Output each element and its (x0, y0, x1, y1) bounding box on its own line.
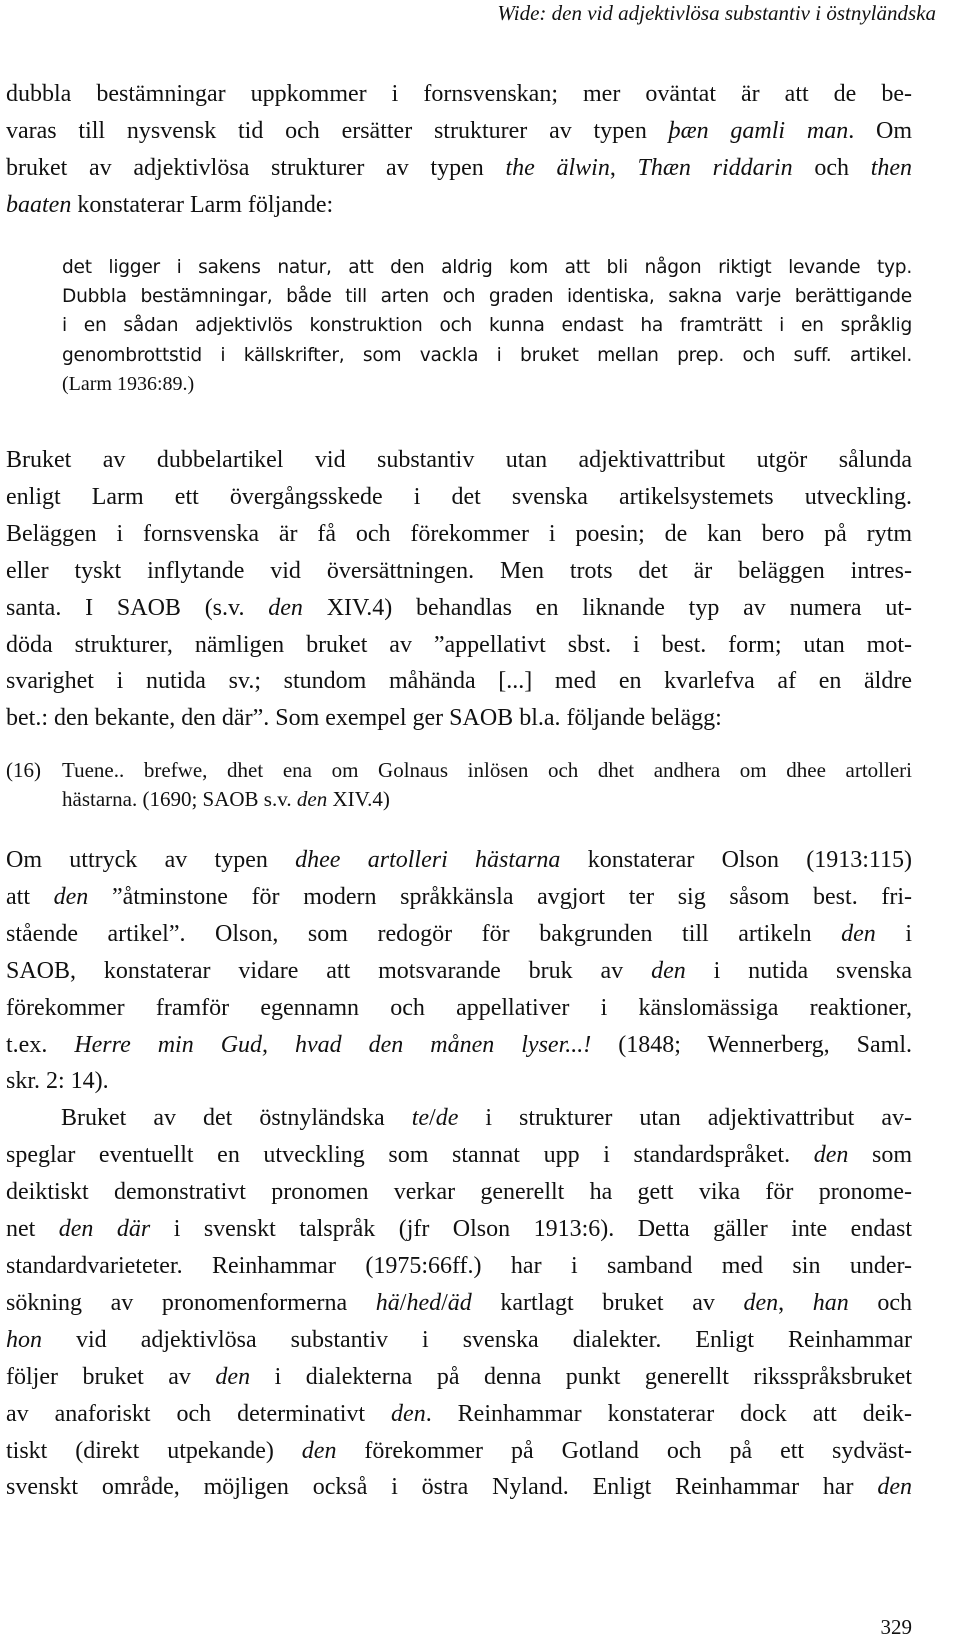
text-line (6, 150, 912, 187)
text-line (6, 1285, 912, 1322)
text-line (6, 1433, 912, 1470)
text-span: följer bruket av (6, 1363, 216, 1390)
running-head: Wide: den vid adjektivlösa substantiv i östnyländska (497, 1, 936, 25)
text-span: hästarna. (1690; SAOB s.v. (62, 787, 297, 811)
text-span: konstaterar Larm följande: (71, 191, 334, 218)
italic-term: then (870, 154, 913, 181)
italic-term: den (391, 1400, 426, 1427)
text-line (6, 916, 912, 953)
paragraph-olson (6, 842, 912, 1506)
quote-line: Dubbla bestämningar, både till arten och graden identiska, sakna varje berättigande (62, 286, 912, 308)
italic-term: de (435, 1105, 459, 1132)
text-line: eller tyskt inflytande vid översättningen. Men trots det är beläggen intres- (6, 557, 912, 584)
example-text (62, 756, 912, 814)
paragraph-dubbelartikel (6, 442, 912, 737)
italic-term: den (743, 1289, 779, 1316)
italic-term: den (651, 957, 686, 984)
italic-term: den (877, 1474, 912, 1501)
text-span: (1848; Wennerberg, Saml. (591, 1031, 912, 1058)
text-span: Bruket av det östnyländska (61, 1105, 412, 1132)
page-number: 329 (880, 1615, 912, 1639)
text-line: standardvarieteter. Reinhammar (1975:66ff.) har i samband med sin under- (6, 1252, 912, 1279)
italic-term: Herre min Gud, hvad den månen lyser...! (74, 1031, 592, 1058)
text-line (6, 879, 912, 916)
text-line: förekommer framför egennamn och appellativer i känslomässiga reaktioner, (6, 994, 912, 1021)
italic-term: den där (58, 1216, 151, 1243)
block-quote (62, 253, 912, 399)
text-line: dubbla bestämningar uppkommer i fornsvenskan; mer oväntat är att de be- (6, 81, 912, 107)
example-line: Tuene.. brefwe, dhet ena om Golnaus inlösen och dhet andhera om dhee artolleri (62, 758, 912, 782)
text-line: skr. 2: 14). (6, 1068, 109, 1095)
text-span: vid adjektivlösa substantiv i svenska dialekter. Enligt Reinhammar (42, 1326, 912, 1353)
text-line (6, 1027, 912, 1064)
text-span: varas till nysvensk tid och ersätter strukturer av typen (6, 117, 669, 144)
text-line (6, 113, 912, 150)
text-line: Beläggen i fornsvenska är få och förekommer i poesin; de kan bero på rytm (6, 520, 912, 547)
text-span: santa. I SAOB (s.v. (6, 594, 269, 621)
text-span: som (848, 1142, 912, 1169)
italic-term: den (215, 1363, 251, 1390)
quote-line: det ligger i sakens natur, att den aldrig kom att bli någon riktigt levande typ. (62, 257, 912, 278)
text-span: net (6, 1216, 59, 1243)
text-line (6, 842, 912, 879)
text-span: , (778, 1289, 813, 1316)
text-line: Bruket av dubbelartikel vid substantiv utan adjektivattribut utgör sålunda (6, 447, 912, 473)
text-span: . Om (848, 117, 913, 144)
italic-term: den (301, 1437, 337, 1464)
text-span: förekommer på Gotland och på ett sydväst- (336, 1437, 912, 1464)
text-span: SAOB, konstaterar vidare att motsvarande bruk av (6, 957, 652, 984)
text-line (6, 1100, 912, 1137)
italic-term: den (296, 787, 328, 811)
text-span: stående artikel”. Olson, som redogör för bakgrunden till artikeln (6, 920, 842, 947)
text-span: / (429, 1105, 436, 1132)
text-line (6, 1359, 912, 1396)
text-line (6, 953, 912, 990)
text-span: bruket av adjektivlösa strukturer av typen (6, 154, 506, 181)
italic-term: hed (406, 1289, 442, 1316)
italic-term: dhee artolleri hästarna (295, 847, 561, 873)
text-line (6, 1469, 912, 1506)
italic-term: den (841, 920, 876, 947)
quote-line: genombrottstid i källskrifter, som vackla i bruket mellan prep. och suff. artikel. (62, 344, 912, 366)
example-number: (16) (6, 758, 41, 782)
text-span: t.ex. (6, 1031, 75, 1058)
text-span: XIV.4) (327, 787, 390, 811)
text-span: , (609, 154, 638, 181)
italic-term: the älwin (505, 154, 610, 181)
text-span: kartlagt bruket av (471, 1289, 744, 1316)
text-span: i (875, 920, 913, 947)
text-span: . Reinhammar konstaterar dock att deik- (425, 1400, 912, 1427)
italic-term: den (268, 594, 303, 621)
text-span: och (848, 1289, 913, 1316)
italic-term: te (411, 1105, 430, 1132)
text-span: ”åtminstone för modern språkkänsla avgjort ter sig såsom best. fri- (88, 883, 912, 910)
italic-term: den (813, 1142, 849, 1169)
italic-term: hä (375, 1289, 400, 1316)
paragraph-ostnylandska (6, 1100, 912, 1506)
text-span: att (6, 883, 54, 910)
text-line (6, 1396, 912, 1433)
text-span: i strukturer utan adjektivattribut av- (458, 1105, 912, 1132)
text-span: tiskt (direkt utpekande) (6, 1437, 302, 1464)
italic-term: den (53, 883, 89, 910)
quote-citation: (Larm 1936:89.) (62, 372, 195, 395)
text-span: / (441, 1289, 448, 1316)
text-span: speglar eventuellt en utveckling som stannat upp i standardspråket. (6, 1142, 814, 1169)
text-span: i dialekterna på denna punkt generellt riksspråksbruket (250, 1363, 913, 1390)
text-span: / (399, 1289, 407, 1316)
text-line (6, 1211, 912, 1248)
italic-term: þæn gamli man (668, 117, 849, 144)
text-line: svarighet i nutida sv.; stundom måhända [...] med en kvarlefva af en äldre (6, 668, 912, 695)
text-line: enligt Larm ett övergångsskede i det svenska artikelsystemets utveckling. (6, 483, 912, 510)
example-16 (6, 756, 912, 814)
text-span: i svenskt talspråk (jfr Olson 1913:6). Detta gäller inte endast (150, 1216, 912, 1243)
text-span: konstaterar Olson (1913:115) (560, 847, 912, 873)
italic-term: han (812, 1289, 849, 1316)
text-span: av anaforiskt och determinativt (6, 1400, 392, 1427)
text-span: sökning av pronomenformerna (6, 1289, 376, 1316)
text-span: Om uttryck av typen (6, 847, 296, 873)
text-line: bet.: den bekante, den där”. Som exempel ger SAOB bl.a. följande belägg: (6, 705, 722, 732)
italic-term: Thæn riddarin (637, 154, 793, 181)
italic-term: baaten (6, 191, 72, 218)
example-line (62, 785, 912, 814)
text-span: XIV.4) behandlas en liknande typ av numera ut- (302, 594, 912, 621)
text-line (6, 1137, 912, 1174)
text-span: i nutida svenska (685, 957, 913, 984)
italic-term: äd (447, 1289, 472, 1316)
text-span: svenskt område, möjligen också i östra Nyland. Enligt Reinhammar har (6, 1474, 878, 1501)
text-line: deiktiskt demonstrativt pronomen verkar generellt ha gett vika för pronome- (6, 1179, 912, 1206)
text-line (6, 187, 912, 224)
text-line (6, 1322, 912, 1359)
text-line (6, 590, 912, 627)
text-line: döda strukturer, nämligen bruket av ”appellativt sbst. i best. form; utan mot- (6, 631, 912, 658)
text-span: och (792, 154, 871, 181)
paragraph-intro (6, 76, 912, 224)
quote-line: i en sådan adjektivlös konstruktion och kunna endast ha framträtt i en språklig (62, 315, 912, 337)
italic-term: hon (6, 1326, 42, 1353)
